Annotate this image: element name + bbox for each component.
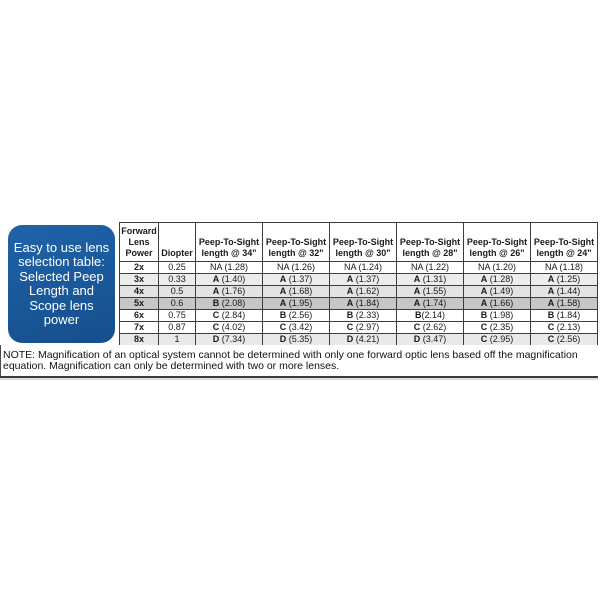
peep-length-cell: A (1.66) [464, 298, 531, 310]
header-line: length @ 30" [335, 248, 391, 258]
peep-length-cell: C (2.56) [531, 334, 598, 346]
diopter-cell: 0.5 [159, 286, 196, 298]
peep-length-cell: A (1.28) [464, 274, 531, 286]
peep-length-cell: A (1.40) [196, 274, 263, 286]
peep-length-cell: A (1.62) [330, 286, 397, 298]
info-box-line: selection table: [18, 254, 105, 269]
note-line: NOTE: Magnification of an optical system cannot be determined with only one forward optic lens based off the magnification [3, 349, 578, 361]
header-line: Peep-To-Sight [265, 237, 327, 247]
info-box [8, 225, 115, 343]
peep-length-cell: A (1.31) [397, 274, 464, 286]
table-body [120, 262, 598, 346]
header-line: length @ 24" [536, 248, 592, 258]
info-box-line: Scope lens [29, 297, 94, 313]
peep-length-cell: C (2.95) [464, 334, 531, 346]
diopter-cell: 0.87 [159, 322, 196, 334]
lens-selection-table [119, 222, 598, 346]
col-header-peep-24 [531, 223, 598, 262]
info-box-line: power [43, 312, 80, 327]
peep-length-cell: D (4.21) [330, 334, 397, 346]
power-cell: 8x [120, 334, 159, 346]
peep-length-cell: A (1.49) [464, 286, 531, 298]
diopter-cell: 0.75 [159, 310, 196, 322]
header-line: length @ 26" [469, 248, 525, 258]
peep-length-cell: A (1.55) [397, 286, 464, 298]
peep-length-cell: C (2.13) [531, 322, 598, 334]
col-header-forward-lens-power [120, 223, 159, 262]
power-cell: 3x [120, 274, 159, 286]
table-row [120, 322, 598, 334]
header-line: Lens [128, 237, 150, 247]
peep-length-cell: A (1.37) [330, 274, 397, 286]
note-line: equation. Magnification can only be determined with two or more lenses. [3, 360, 340, 372]
table-row [120, 262, 598, 274]
peep-length-cell: A (1.44) [531, 286, 598, 298]
peep-length-cell: C (2.35) [464, 322, 531, 334]
info-box-line: Selected Peep [19, 268, 104, 284]
col-header-peep-26 [464, 223, 531, 262]
peep-length-cell: C (2.62) [397, 322, 464, 334]
peep-length-cell: A (1.76) [196, 286, 263, 298]
power-cell: 7x [120, 322, 159, 334]
peep-length-cell: A (1.58) [531, 298, 598, 310]
header-row [120, 223, 598, 262]
peep-length-cell: D (3.47) [397, 334, 464, 346]
peep-length-cell: B (2.33) [330, 310, 397, 322]
peep-length-cell: C (2.97) [330, 322, 397, 334]
magnification-note [0, 345, 598, 378]
power-cell: 4x [120, 286, 159, 298]
header-line: Forward [121, 226, 157, 236]
peep-length-cell: B (2.08) [196, 298, 263, 310]
peep-length-cell: NA (1.20) [464, 262, 531, 274]
header-line: length @ 32" [268, 248, 324, 258]
peep-length-cell: NA (1.28) [196, 262, 263, 274]
table-row [120, 310, 598, 322]
table-row [120, 286, 598, 298]
diopter-cell: 0.33 [159, 274, 196, 286]
header-line: Diopter [161, 248, 193, 258]
peep-length-cell: A (1.37) [263, 274, 330, 286]
header-line: Peep-To-Sight [332, 237, 394, 247]
peep-length-cell: B (1.84) [531, 310, 598, 322]
col-header-diopter [159, 223, 196, 262]
peep-length-cell: A (1.84) [330, 298, 397, 310]
peep-length-cell: C (2.84) [196, 310, 263, 322]
col-header-peep-34 [196, 223, 263, 262]
col-header-peep-30 [330, 223, 397, 262]
info-box-line: Easy to use lens [13, 239, 110, 255]
header-line: Peep-To-Sight [466, 237, 528, 247]
peep-length-cell: A (1.74) [397, 298, 464, 310]
header-line: Peep-To-Sight [198, 237, 260, 247]
header-line: Peep-To-Sight [399, 237, 461, 247]
diopter-cell: 0.6 [159, 298, 196, 310]
peep-length-cell: C (4.02) [196, 322, 263, 334]
peep-length-cell: A (1.68) [263, 286, 330, 298]
header-line: length @ 34" [201, 248, 257, 258]
header-line: length @ 28" [402, 248, 458, 258]
peep-length-cell: NA (1.22) [397, 262, 464, 274]
power-cell: 5x [120, 298, 159, 310]
col-header-peep-28 [397, 223, 464, 262]
peep-length-cell: C (3.42) [263, 322, 330, 334]
header-line: Peep-To-Sight [533, 237, 595, 247]
table-row [120, 298, 598, 310]
power-cell: 6x [120, 310, 159, 322]
diopter-cell: 0.25 [159, 262, 196, 274]
peep-length-cell: A (1.25) [531, 274, 598, 286]
diopter-cell: 1 [159, 334, 196, 346]
table-row [120, 274, 598, 286]
peep-length-cell: D (5.35) [263, 334, 330, 346]
header-line: Power [125, 248, 153, 258]
peep-length-cell: NA (1.24) [330, 262, 397, 274]
peep-length-cell: B (1.98) [464, 310, 531, 322]
table-row [120, 334, 598, 346]
peep-length-cell: A (1.95) [263, 298, 330, 310]
peep-length-cell: D (7.34) [196, 334, 263, 346]
info-box-line: Length and [28, 283, 95, 298]
peep-length-cell: B (2.56) [263, 310, 330, 322]
peep-length-cell: NA (1.18) [531, 262, 598, 274]
peep-length-cell: NA (1.26) [263, 262, 330, 274]
peep-length-cell: B(2.14) [397, 310, 464, 322]
col-header-peep-32 [263, 223, 330, 262]
power-cell: 2x [120, 262, 159, 274]
